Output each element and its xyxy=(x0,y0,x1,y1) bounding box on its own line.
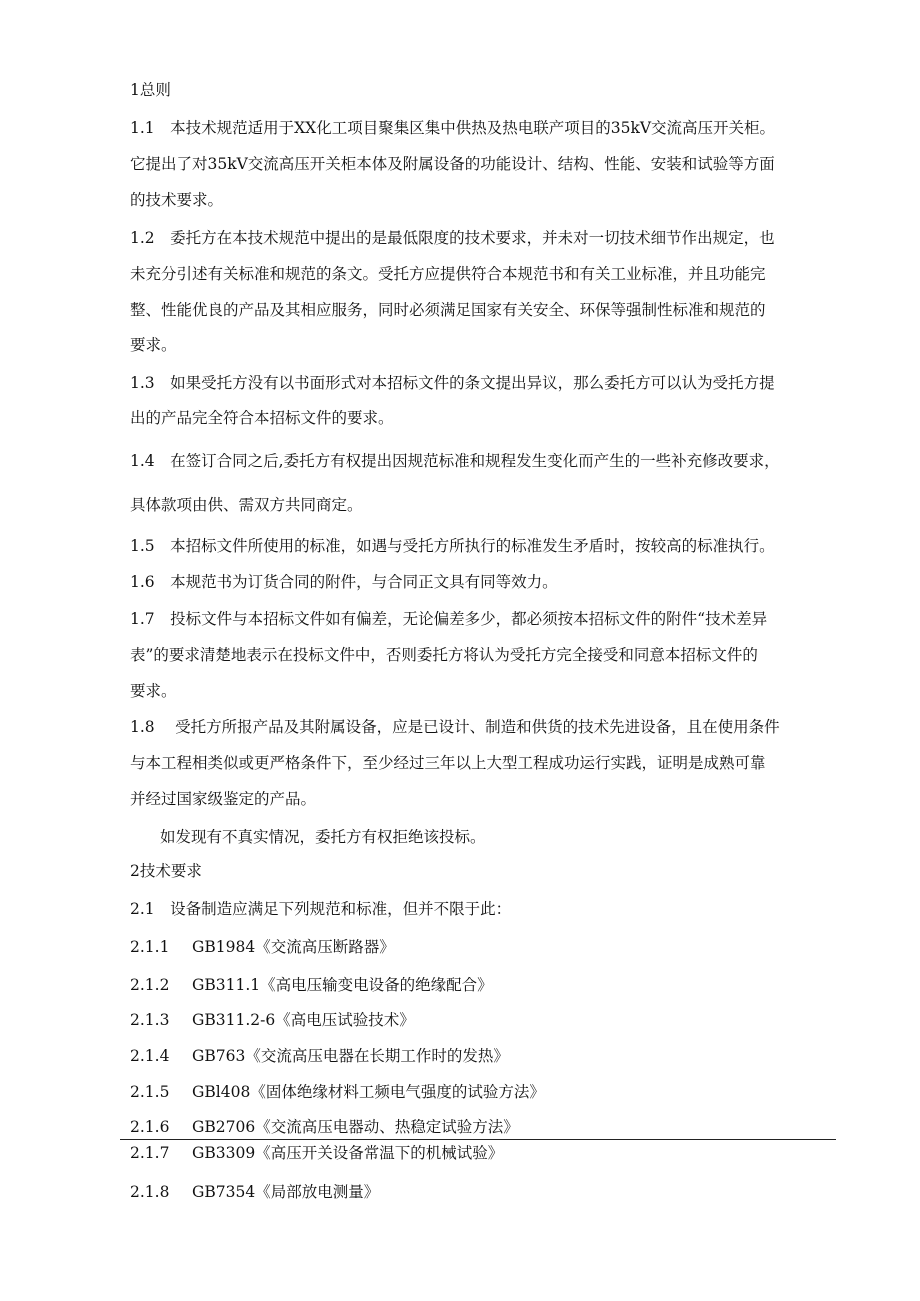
section-1-note: 如发现有不真实情况，委托方有权拒绝该投标。 xyxy=(160,828,486,846)
paragraph-line: 的技术要求。 xyxy=(130,191,224,209)
standard-title: GB311.2-6《高电压试验技术》 xyxy=(192,1011,415,1029)
paragraph-line: 1.4 在签订合同之后,委托方有权提出因规范标准和规程发生变化而产生的一些补充修改要求， xyxy=(130,452,780,470)
standard-number: 2.1.4 xyxy=(130,1047,170,1065)
section-2-intro: 2.1 设备制造应满足下列规范和标准，但并不限于此： xyxy=(130,900,512,918)
standard-title: GB7354《局部放电测量》 xyxy=(192,1183,380,1201)
paragraph-line: 1.3 如果受托方没有以书面形式对本招标文件的条文提出异议，那么委托方可以认为受托方提 xyxy=(130,374,775,392)
standard-title: GB311.1《高电压输变电设备的绝缘配合》 xyxy=(192,976,493,994)
paragraph-line: 出的产品完全符合本招标文件的要求。 xyxy=(130,409,394,427)
horizontal-rule xyxy=(120,1139,836,1140)
standard-number: 2.1.5 xyxy=(130,1083,170,1101)
paragraph-line: 未充分引述有关标准和规范的条文。受托方应提供符合本规范书和有关工业标准，并且功能完 xyxy=(130,265,766,283)
section-2-heading: 2技术要求 xyxy=(130,862,202,880)
section-1-heading: 1总则 xyxy=(130,81,171,99)
paragraph-line: 1.2 委托方在本技术规范中提出的是最低限度的技术要求，并未对一切技术细节作出规定，也 xyxy=(130,229,775,247)
paragraph-line: 表”的要求清楚地表示在投标文件中，否则委托方将认为受托方完全接受和同意本招标文件的 xyxy=(130,646,758,664)
paragraph-line: 具体款项由供、需双方共同商定。 xyxy=(130,496,363,514)
standard-number: 2.1.6 xyxy=(130,1118,170,1136)
paragraph-line: 1.5 本招标文件所使用的标准，如遇与受托方所执行的标准发生矛盾时，按较高的标准执行。 xyxy=(130,537,775,555)
standard-number: 2.1.3 xyxy=(130,1011,170,1029)
standard-title: GB1984《交流高压断路器》 xyxy=(192,938,395,956)
standard-number: 2.1.7 xyxy=(130,1144,170,1162)
paragraph-line: 1.8 受托方所报产品及其附属设备，应是已设计、制造和供货的技术先进设备，且在使用条件 xyxy=(130,718,780,736)
paragraph-line: 并经过国家级鉴定的产品。 xyxy=(130,790,317,808)
standard-title: GB2706《交流高压电器动、热稳定试验方法》 xyxy=(192,1118,519,1136)
paragraph-line: 要求。 xyxy=(130,336,177,354)
standard-number: 2.1.8 xyxy=(130,1183,170,1201)
standard-number: 2.1.2 xyxy=(130,976,170,994)
standard-title: GBl408《固体绝缘材料工频电气强度的试验方法》 xyxy=(192,1083,545,1101)
standard-title: GB763《交流高压电器在长期工作时的发热》 xyxy=(192,1047,509,1065)
paragraph-line: 1.6 本规范书为订货合同的附件，与合同正文具有同等效力。 xyxy=(130,573,558,591)
paragraph-line: 整、性能优良的产品及其相应服务，同时必须满足国家有关安全、环保等强制性标准和规范的 xyxy=(130,301,766,319)
paragraph-line: 与本工程相类似或更严格条件下，至少经过三年以上大型工程成功运行实践，证明是成熟可靠 xyxy=(130,754,766,772)
paragraph-line: 要求。 xyxy=(130,682,177,700)
standard-number: 2.1.1 xyxy=(130,938,170,956)
paragraph-line: 1.1 本技术规范适用于XX化工项目聚集区集中供热及热电联产项目的35kV交流高压开关柜。 xyxy=(130,119,776,137)
paragraph-line: 它提出了对35kV交流高压开关柜本体及附属设备的功能设计、结构、性能、安装和试验等方面 xyxy=(130,155,775,173)
standard-title: GB3309《高压开关设备常温下的机械试验》 xyxy=(192,1144,504,1162)
paragraph-line: 1.7 投标文件与本招标文件如有偏差，无论偏差多少，都必须按本招标文件的附件“技术差异 xyxy=(130,610,768,628)
